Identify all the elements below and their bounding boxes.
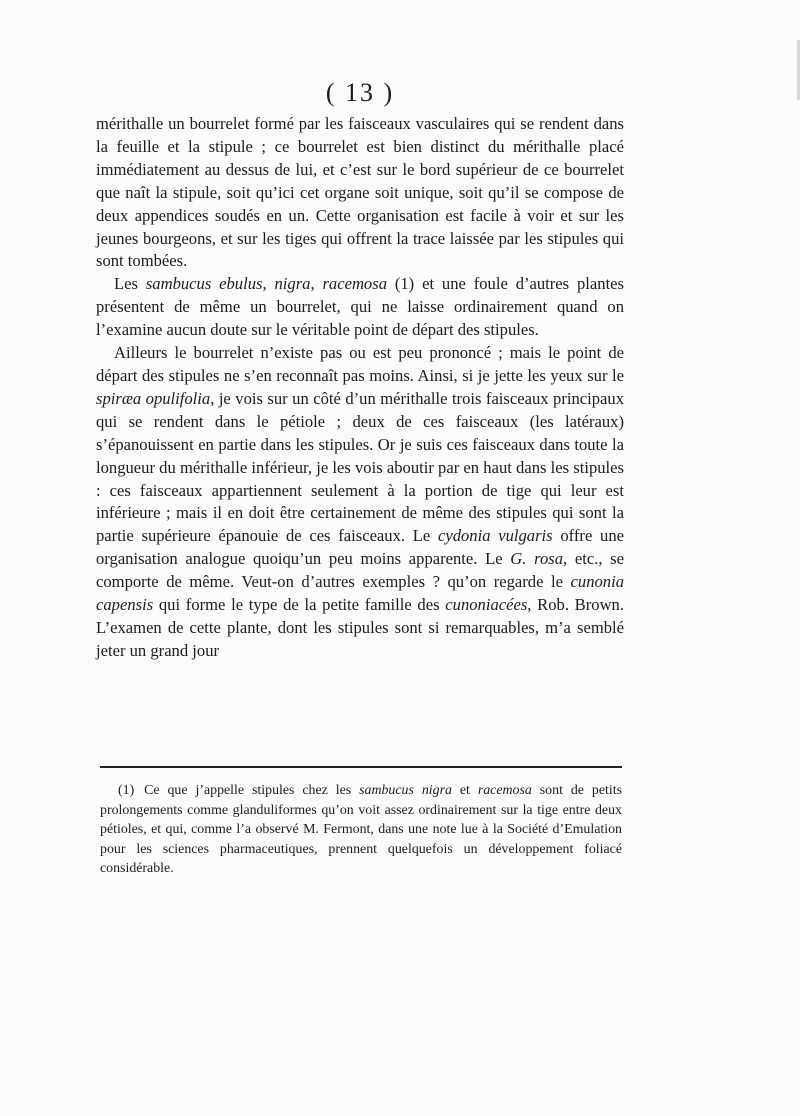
species-name: racemosa	[477, 783, 532, 798]
species-name: cydonia vulgaris	[437, 526, 553, 546]
page-number: ( 13 )	[325, 78, 395, 107]
text-run: et	[451, 783, 478, 798]
species-name: cunonia capensis	[96, 572, 624, 615]
species-name: nigra	[274, 274, 311, 294]
species-name: racemosa	[322, 274, 387, 294]
text-run: sont de petits prolongements comme glanduliformes qu’on voit assez ordinairement sur la tige entre deux pétioles, et qui, comme l’a observé M. Fermont, dans une note lue à la Société d’Emulation pour les sciences pharmaceutiques, prennent quelquefois un développement foliacé considérable.	[100, 783, 622, 876]
paragraph-1: mérithalle un bourrelet formé par les faisceaux vasculaires qui se rendent dans la feuille et la stipule ; ce bourrelet est bien distinct du mérithalle placé immédiatement au dessus de lui, et c’est sur le bord supérieur de ce bourrelet que naît la stipule, soit qu’ici cet organe soit unique, soit qu’il se compose de deux appendices soudés en un. Cette organisation est facile à voir et sur les jeunes bourgeons, et sur les tiges qui offrent la trace laissée par les stipules qui sont tombées.	[96, 114, 624, 271]
text-run: offre une organisation analogue quoiqu’un peu moins apparente. Le	[96, 526, 624, 569]
text-run: (1) et une foule d’autres plantes présentent de même un bourrelet, qui ne laisse ordinairement quand on l’examine aucun doute sur le véritable point de départ des stipules.	[96, 274, 624, 340]
paragraph-2	[96, 273, 624, 342]
paragraph-3	[96, 342, 624, 663]
text-run: ,	[262, 274, 275, 294]
footnote-marker: (1)	[118, 783, 135, 798]
family-name: cunoniacées	[445, 595, 528, 615]
species-name: G. rosa	[510, 549, 564, 569]
text-run: Ailleurs le bourrelet n’existe pas ou est peu prononcé ; mais le point de départ des stipules ne s’en reconnaît pas moins. Ainsi, si je jette les yeux sur le	[96, 343, 624, 385]
text-run: ,	[310, 274, 323, 294]
species-name: sambucus ebulus	[145, 274, 263, 294]
footnote-text	[100, 781, 622, 879]
text-run: , Rob. Brown. L’examen de cette plante, dont les stipules sont si remarquables, m’a semblé jeter un grand jour	[96, 595, 625, 660]
footnote-divider	[100, 766, 622, 768]
text-run: , etc., se comporte de même. Veut-on d’autres exemples ? qu’on regarde le	[96, 549, 624, 592]
text-run: qui forme le type de la petite famille des	[153, 595, 446, 615]
text-run: Ce que j’appelle stipules chez les	[136, 783, 360, 798]
text-run: , je vois sur un côté d’un mérithalle trois faisceaux principaux qui se rendent dans le pétiole ; deux de ces faisceaux (les latéraux) s’épanouissent en partie dans les stipules. Or je suis ces faisceaux dans toute la longueur du mérithalle inférieur, je les vois aboutir par en haut dans les stipules : ces faisceaux appartiennent seulement à la portion de tige qui leur est inférieure ; mais il en doit être certainement de même des stipules qui sont la partie supérieure épanouie de ces faisceaux. Le	[96, 388, 625, 546]
text-run: Les	[114, 274, 146, 294]
main-text	[96, 113, 624, 663]
footnote	[100, 781, 622, 879]
species-name: spiræa opulifolia	[96, 388, 211, 408]
species-name: sambucus nigra	[359, 783, 452, 798]
